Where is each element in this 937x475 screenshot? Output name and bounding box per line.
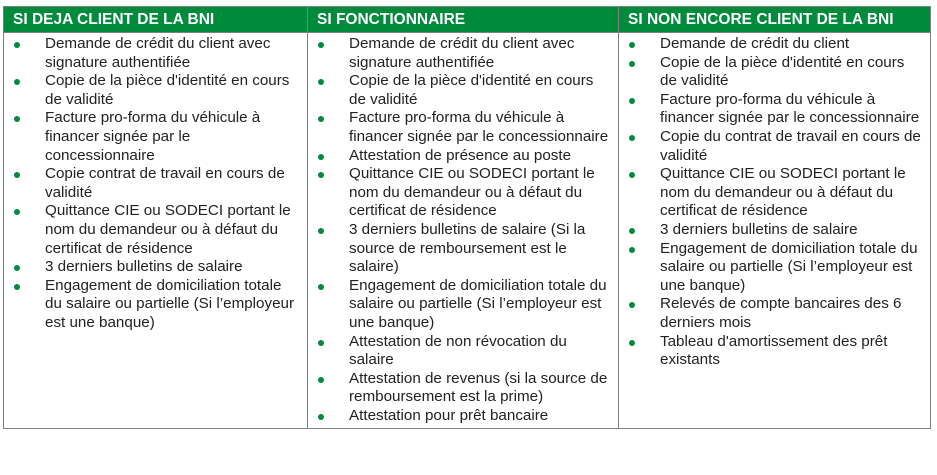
- list-item-text: Copie de la pièce d'identité en cours de validité: [45, 72, 290, 108]
- requirements-list: [619, 35, 930, 370]
- bullet-icon: [629, 228, 635, 234]
- list-item-text: Relevés de compte bancaires des 6 derniers mois: [660, 295, 902, 331]
- body-row: [4, 33, 931, 429]
- column-header-existing-client: SI DEJA CLIENT DE LA BNI: [4, 7, 308, 33]
- requirements-list: [4, 35, 307, 333]
- list-item-text: Copie du contrat de travail en cours de validité: [660, 127, 921, 164]
- list-item-text: Copie de la pièce d'identité en cours de validité: [660, 53, 905, 90]
- bullet-icon: [629, 340, 635, 346]
- column-header-civil-servant: SI FONCTIONNAIRE: [308, 7, 619, 33]
- list-item: [308, 147, 618, 166]
- list-item-text: Demande de crédit du client avec signature authentifiée: [349, 35, 575, 71]
- list-item-text: Engagement de domiciliation totale du salaire ou partielle (Si l’employeur est une banque): [45, 276, 295, 331]
- list-item: [308, 165, 618, 221]
- bullet-icon: [14, 42, 20, 48]
- list-item-text: Facture pro-forma du véhicule à financer signée par le concessionnaire: [45, 109, 261, 164]
- list-item: [308, 35, 618, 72]
- list-item-text: Copie de la pièce d'identité en cours de validité: [349, 72, 594, 108]
- column-header-new-client: SI NON ENCORE CLIENT DE LA BNI: [619, 7, 931, 33]
- bullet-icon: [318, 414, 324, 420]
- bullet-icon: [318, 228, 324, 234]
- requirements-table: [3, 6, 931, 429]
- bullet-icon: [629, 61, 635, 67]
- list-item-text: Demande de crédit du client: [660, 35, 850, 52]
- list-item-text: 3 derniers bulletins de salaire: [660, 220, 858, 238]
- list-item: [4, 109, 307, 165]
- list-item: [308, 370, 618, 407]
- list-item-text: Copie contrat de travail en cours de validité: [45, 165, 285, 201]
- list-item: [4, 258, 307, 277]
- list-item: [619, 240, 930, 296]
- list-item: [619, 35, 930, 54]
- list-item-text: Quittance CIE ou SODECI portant le nom du demandeur ou à défaut du certificat de résidence: [45, 202, 291, 257]
- list-item: [619, 295, 930, 332]
- column-new-client: [619, 33, 931, 429]
- bullet-icon: [318, 154, 324, 160]
- bullet-icon: [318, 284, 324, 290]
- bullet-icon: [14, 209, 20, 215]
- bullet-icon: [318, 340, 324, 346]
- list-item: [308, 72, 618, 109]
- bullet-icon: [14, 284, 20, 290]
- list-item: [4, 35, 307, 72]
- list-item: [308, 277, 618, 333]
- bullet-icon: [629, 98, 635, 104]
- bullet-icon: [14, 172, 20, 178]
- bullet-icon: [629, 42, 635, 48]
- column-civil-servant: [308, 33, 619, 429]
- list-item-text: Attestation de présence au poste: [349, 146, 572, 164]
- list-item-text: Facture pro-forma du véhicule à financer signée par le concessionnaire: [660, 90, 920, 127]
- bullet-icon: [318, 172, 324, 178]
- list-item: [619, 91, 930, 128]
- bullet-icon: [629, 302, 635, 308]
- list-item-text: Quittance CIE ou SODECI portant le nom du demandeur ou à défaut du certificat de résidence: [349, 165, 595, 220]
- list-item-text: Engagement de domiciliation totale du salaire ou partielle (Si l’employeur est une banque): [660, 239, 918, 294]
- list-item: [619, 165, 930, 221]
- bullet-icon: [629, 135, 635, 141]
- bullet-icon: [14, 79, 20, 85]
- list-item: [308, 333, 618, 370]
- list-item-text: Demande de crédit du client avec signature authentifiée: [45, 35, 271, 71]
- list-item: [619, 128, 930, 165]
- list-item-text: Engagement de domiciliation totale du salaire ou partielle (Si l’employeur est une banque): [349, 276, 607, 331]
- list-item-text: Facture pro-forma du véhicule à financer signée par le concessionnaire: [349, 109, 609, 145]
- list-item: [619, 333, 930, 370]
- bullet-icon: [318, 42, 324, 48]
- list-item: [619, 221, 930, 240]
- bullet-icon: [629, 172, 635, 178]
- bullet-icon: [318, 377, 324, 383]
- list-item-text: Attestation pour prêt bancaire: [349, 406, 549, 424]
- list-item-text: Attestation de non révocation du salaire: [349, 332, 567, 369]
- list-item: [4, 202, 307, 258]
- list-item-text: Tableau d'amortissement des prêt existants: [660, 332, 888, 369]
- bullet-icon: [629, 247, 635, 253]
- bullet-icon: [318, 79, 324, 85]
- bullet-icon: [14, 265, 20, 271]
- list-item: [4, 72, 307, 109]
- list-item: [619, 54, 930, 91]
- list-item: [4, 277, 307, 333]
- bullet-icon: [318, 116, 324, 122]
- column-existing-client: [4, 33, 308, 429]
- requirements-table-wrapper: [3, 6, 930, 429]
- header-row: [4, 7, 931, 33]
- list-item: [4, 165, 307, 202]
- list-item-text: 3 derniers bulletins de salaire (Si la source de remboursement est le salaire): [349, 220, 586, 276]
- list-item-text: Attestation de revenus (si la source de remboursement est la prime): [349, 369, 608, 406]
- list-item: [308, 407, 618, 426]
- list-item-text: 3 derniers bulletins de salaire: [45, 258, 243, 276]
- requirements-list: [308, 35, 618, 425]
- list-item: [308, 109, 618, 146]
- list-item-text: Quittance CIE ou SODECI portant le nom du demandeur ou à défaut du certificat de résidence: [660, 165, 906, 220]
- bullet-icon: [14, 116, 20, 122]
- list-item: [308, 221, 618, 277]
